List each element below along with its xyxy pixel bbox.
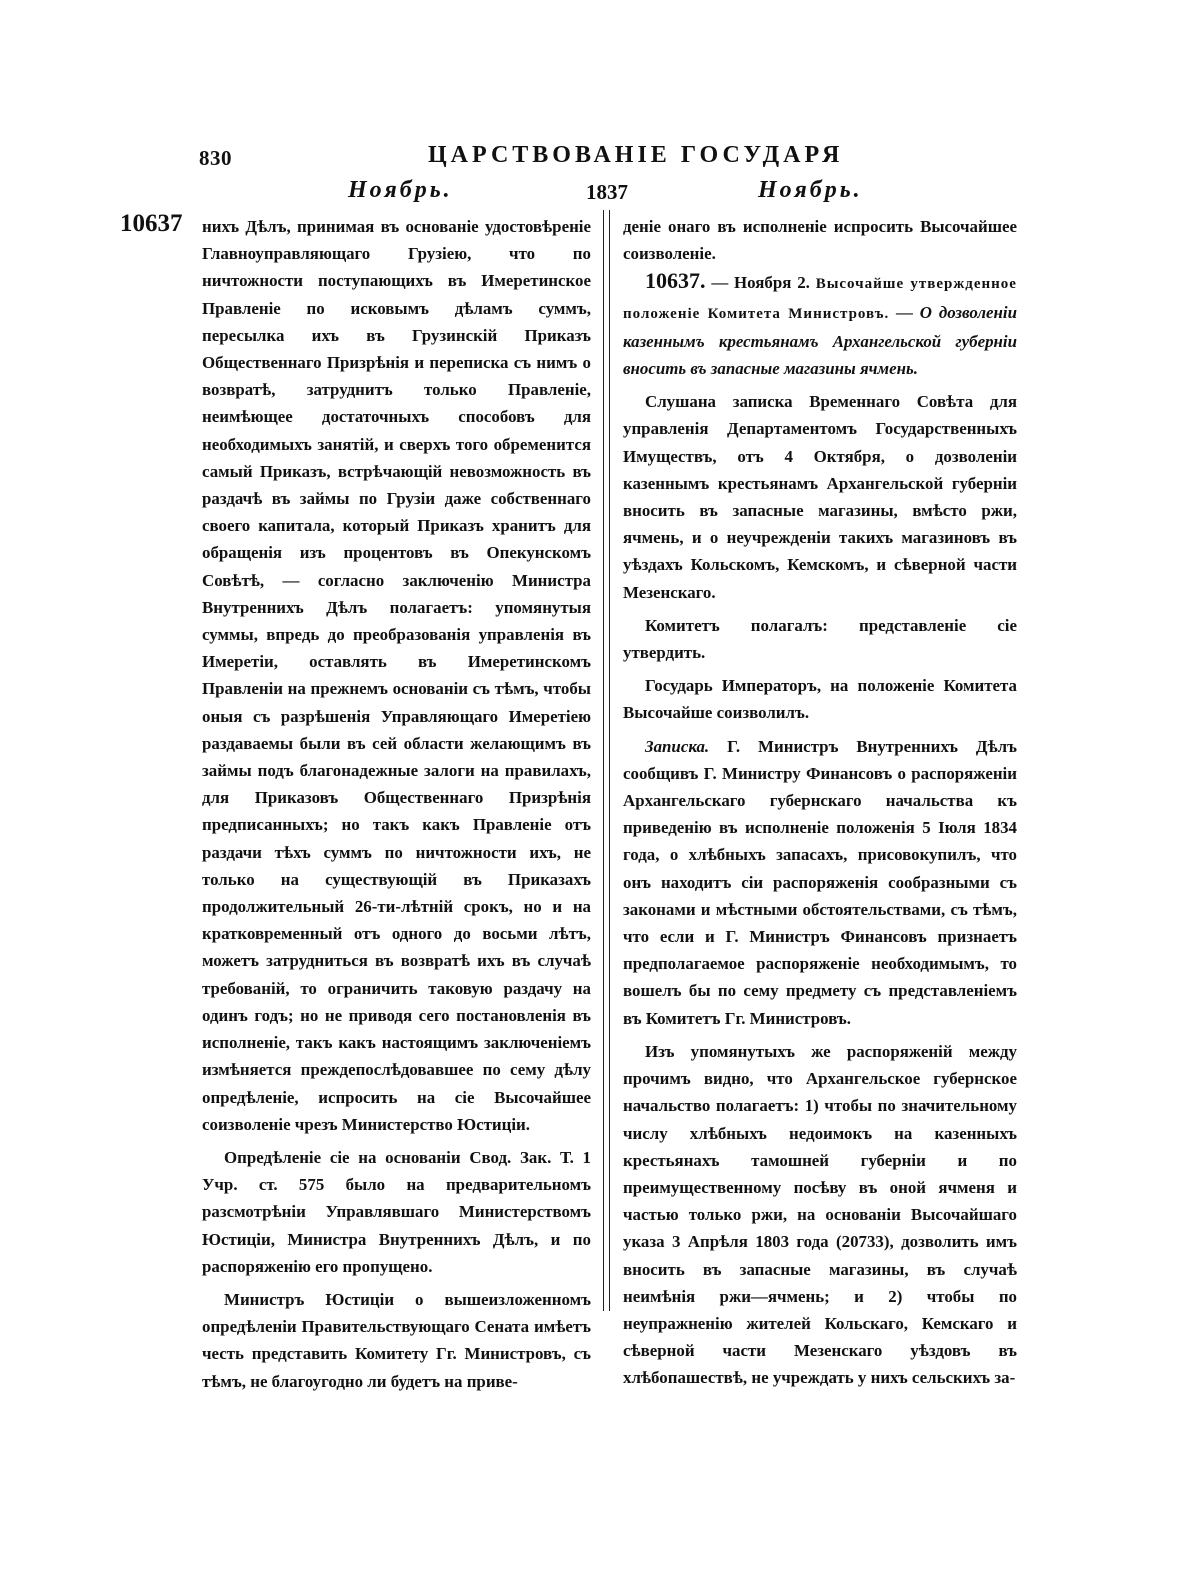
entry-title: Высочайше утвержденное положеніе Комитета Министровъ. [623,276,1017,322]
left-paragraph-3: Министръ Юстиціи о вышеизложенномъ опредѣленіи Правительствующаго Сената имѣетъ честь представить Комитету Гг. Министровъ, съ тѣмъ, не благоугодно ли будетъ на приве- [202,1289,591,1391]
column-divider [603,210,604,1311]
right-paragraph-2: Слушана записка Временнаго Совѣта для управленія Департаментомъ Государственныхъ Имуществъ, отъ 4 Октября, о дозволеніи казеннымъ крестьянамъ Архангельской губерніи вносить въ запасные магазины, вмѣсто ржи, ячмень, и о неучрежденіи такихъ магазиновъ въ уѣздахъ Кольскомъ, Кемскомъ, и сѣверной части Мезенскаго. [623,392,1017,602]
right-paragraph-4: Государь Императоръ, на положеніе Комитета Высочайше соизволилъ. [623,676,1017,723]
left-column [202,213,591,1395]
year: 1837 [586,180,628,204]
note-label: Записка. [645,736,710,756]
right-paragraph-3: Комитетъ полагалъ: представленіе сіе утвердить. [623,615,1017,663]
entry-number: 10637. [645,268,706,294]
right-column [623,213,1017,1392]
note-text: Г. Министръ Внутреннихъ Дѣлъ сообщивъ Г. Министру Финансовъ о распоряженіи Архангельскаго губернскаго начальства къ приведенію въ исполненіе положенія 5 Іюля 1834 года, о хлѣбныхъ запасахъ, присовокупилъ, что онъ находитъ сіи распоряженія сообразными съ законами и мѣстными обстоятельствами, съ тѣмъ, что если и Г. Министръ Финансовъ признаетъ предполагаемое распоряженіе необходимымъ, то вошелъ бы по сему предмету съ представленіемъ въ Комитетъ Гг. Министровъ. [623,736,1017,1028]
month-left: Ноябрь. [348,177,453,203]
entry-heading [623,267,1017,382]
left-paragraph-2: Опредѣленіе сіе на основаніи Свод. Зак. Т. 1 Учр. ст. 575 было на предварительномъ разсмотрѣніи Управлявшаго Министерствомъ Юстиціи, Министра Внутреннихъ Дѣлъ, и по распоряженію его пропущено. [202,1147,591,1276]
entry-date: — Ноября 2. [711,273,810,293]
month-right: Ноябрь. [758,177,863,203]
right-paragraph-1: деніе онаго въ исполненіе испросить Высочайшее соизволеніе. [623,217,1017,264]
page-number: 830 [199,146,232,170]
running-title: ЦАРСТВОВАНІЕ ГОСУДАРЯ [428,142,844,168]
entry-subject: — О дозволеніи казеннымъ крестьянамъ Архангельской губерніи вносить въ запасные магазины ячмень. [623,302,1017,379]
margin-entry-number: 10637 [120,210,183,237]
right-paragraph-5 [623,727,1017,1032]
right-paragraph-6: Изъ упомянутыхъ же распоряженій между прочимъ видно, что Архангельское губернское начальство полагаетъ: 1) чтобы по значительному числу хлѣбныхъ недоимокъ на казенныхъ крестьянахъ тамошней губерніи и по преимущественному посѣву въ оной ячменя и частью только ржи, на основаніи Высочайшаго указа 3 Апрѣля 1803 года (20733), дозволить имъ вносить въ запасные магазины, въ случаѣ неимѣнія ржи—ячмень; и 2) чтобы по неупражненію жителей Кольскаго, Кемскаго и сѣверной части Мезенскаго уѣздовъ въ хлѣбопашествѣ, не учреждать у нихъ сельскихъ за- [623,1041,1017,1388]
column-divider-second [609,210,610,1311]
left-paragraph-1: нихъ Дѣлъ, принимая въ основаніе удостовѣреніе Главноуправляющаго Грузіею, что по ничтожности поступающихъ въ Имеретинское Правленіе по исковымъ дѣламъ суммъ, пересылка ихъ въ Грузинскій Приказъ Общественнаго Призрѣнія и переписка съ нимъ о возвратѣ, затруднитъ только Правленіе, неимѣющее достаточныхъ способовъ для необходимыхъ занятій, и сверхъ того обременится самый Приказъ, встрѣчающій невозможность въ раздачѣ въ займы по Грузіи даже собственнаго своего капитала, который Приказъ хранитъ для обращенія изъ процентовъ въ Опекунскомъ Совѣтѣ, — согласно заключенію Министра Внутреннихъ Дѣлъ полагаетъ: упомянутыя суммы, впредь до преобразованія управленія въ Имеретіи, оставлять въ Имеретинскомъ Правленіи на прежнемъ основаніи съ тѣмъ, чтобы оныя съ разрѣшенія Управляющаго Имеретіею раздаваемы были въ сей области желающимъ въ займы подъ благонадежные залоги на правилахъ, для Приказовъ Общественнаго Призрѣнія предписанныхъ; но такъ какъ Правленіе отъ раздачи тѣхъ суммъ по ничтожности ихъ, не только на существующій въ Приказахъ продолжительный 26-ти-лѣтній срокъ, но и на кратковременный отъ одного до восьми лѣтъ, можетъ затрудниться въ возвратѣ ихъ въ случаѣ требованій, то ограничить таковую раздачу на одинъ годъ; но не приводя сего постановленія въ исполненіе, такъ какъ настоящимъ заключеніемъ измѣняется преждепослѣдовавшее по сему дѣлу опредѣленіе, испросить на сіе Высочайшее соизволеніе чрезъ Министерство Юстиціи. [202,217,591,1134]
